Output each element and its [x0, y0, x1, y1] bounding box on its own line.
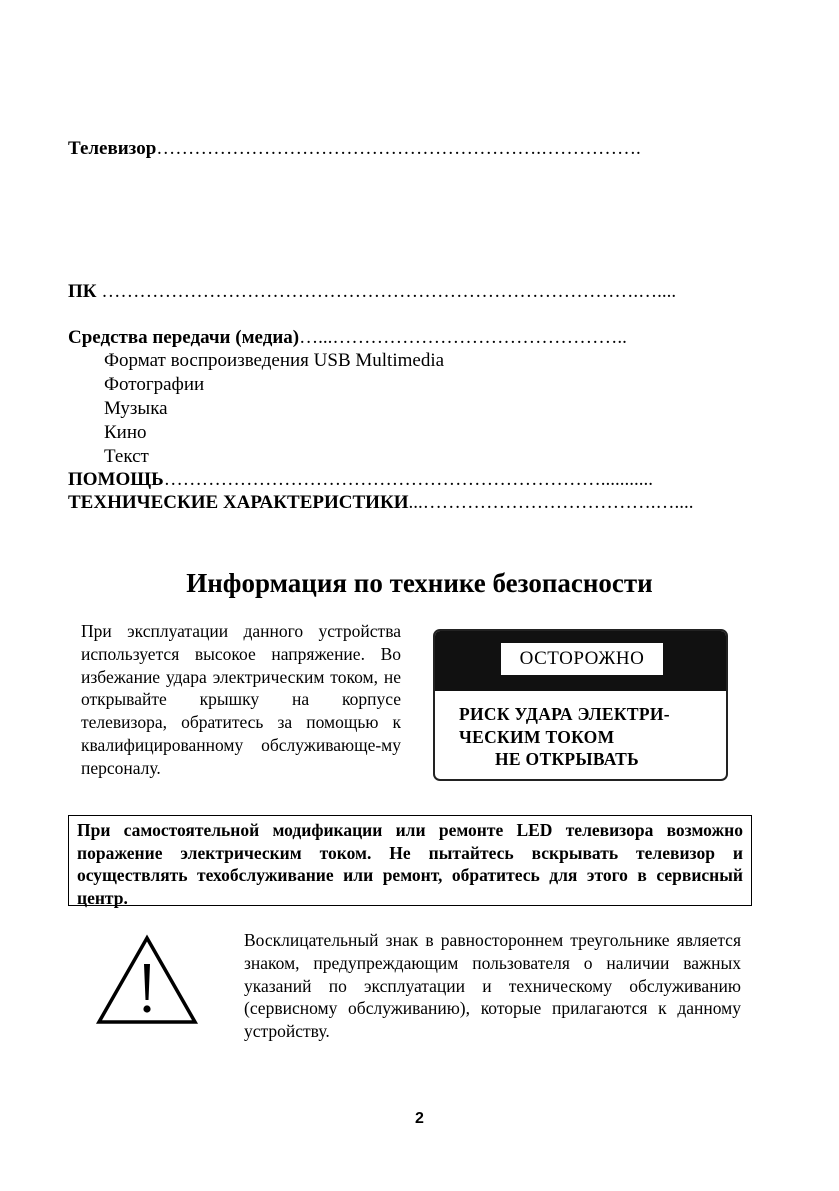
page-number: 2 [415, 1110, 424, 1127]
toc-entry-pc [68, 281, 676, 303]
exclamation-triangle-icon [95, 934, 199, 1026]
toc-title: Средства передачи (медиа) [68, 327, 300, 348]
high-voltage-warning: При эксплуатации данного устройства используется высокое напряжение. Во избежание удара электрическим током, не открывайте крышку на корпусе телевизора, обратитесь за помощью к квалифицированному обслуживающе-му персоналу. [81, 621, 401, 778]
toc-subitem: Музыка [104, 398, 168, 419]
toc-subitem: Кино [104, 422, 147, 443]
toc-title: ТЕХНИЧЕСКИЕ ХАРАКТЕРИСТИКИ [68, 492, 409, 513]
caution-label-box [433, 629, 728, 781]
toc-entry-help [68, 469, 653, 491]
section-heading: Информация по технике безопасности [186, 568, 653, 598]
toc-dots: …...……………………………………….. [299, 327, 627, 348]
caution-line: РИСК УДАРА ЭЛЕКТРИ- [459, 704, 670, 724]
toc-entry-specs [68, 492, 694, 514]
toc-entry-tv [68, 138, 641, 160]
toc-subitem: Текст [104, 446, 149, 467]
toc-dots: ...……………………………….….... [408, 492, 694, 513]
toc-dots: ……………………………………………………………........... [163, 469, 653, 490]
toc-subitem: Формат воспроизведения USB Multimedia [104, 350, 445, 371]
toc-title: ПК [68, 281, 97, 302]
caution-line: НЕ ОТКРЫВАТЬ [495, 749, 640, 769]
repair-notice-box: При самостоятельной модификации или ремонте LED телевизора возможно поражение электрическим током. Не пытайтесь вскрывать телевизор и осуществлять техобслуживание или ремонт, обратитесь для этого в сервисный центр. [68, 815, 752, 906]
caution-line: ЧЕСКИМ ТОКОМ [459, 726, 615, 747]
toc-dots: ………………………………………………………………………….….... [96, 281, 677, 302]
caution-header-band [435, 631, 726, 691]
caution-label: ОСТОРОЖНО [501, 643, 663, 675]
triangle-explanation: Восклицательный знак в равностороннем треугольнике является знаком, предупреждающим пользователя о наличии важных указаний по эксплуатации и техническому обслуживанию (сервисному обслуживанию), которые прилагаются к данному устройству. [244, 930, 741, 1042]
toc-title: ПОМОЩЬ [68, 469, 164, 490]
toc-dots: …………………………………………………….……………. [156, 138, 641, 159]
toc-entry-media [68, 327, 627, 349]
toc-subitem: Фотографии [104, 374, 205, 395]
caution-body [459, 703, 719, 771]
toc-title: Телевизор [68, 138, 157, 159]
